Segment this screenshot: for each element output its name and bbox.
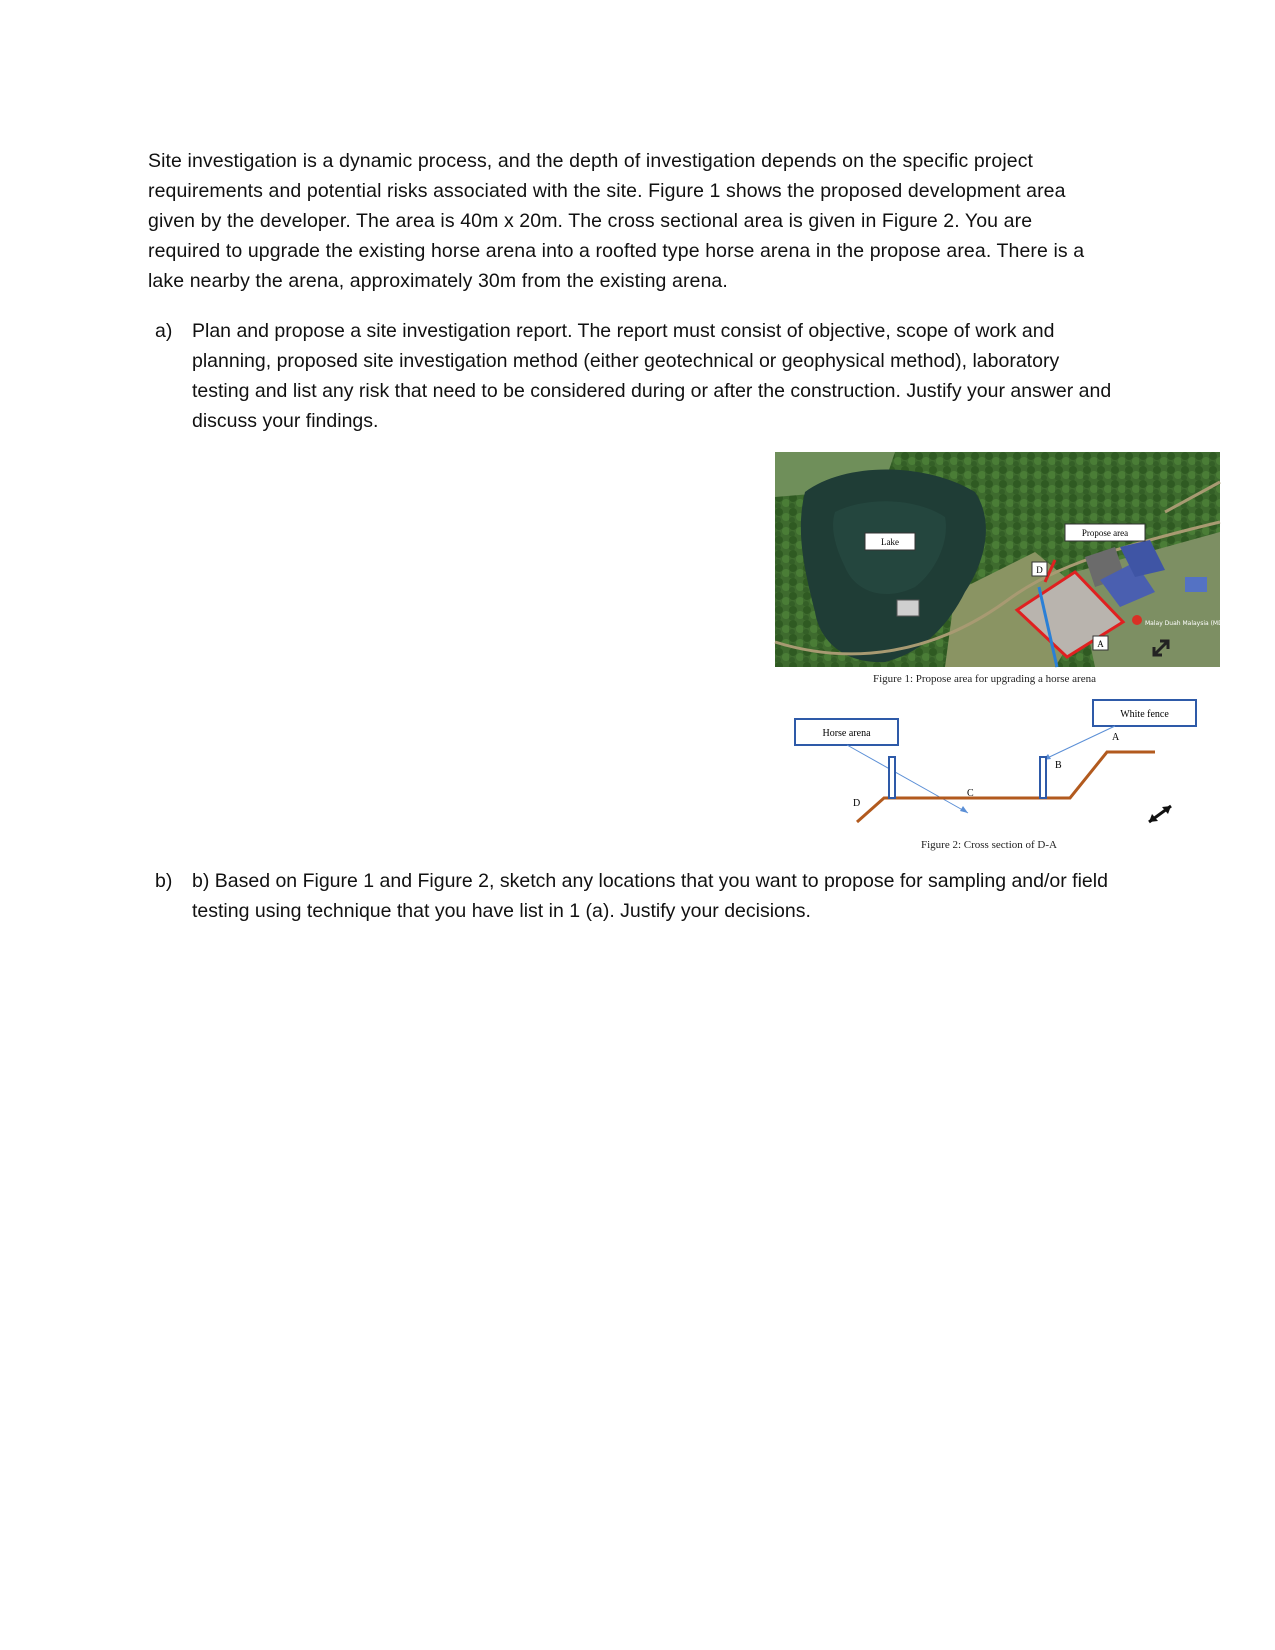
- figure-2-caption: Figure 2: Cross section of D-A: [921, 839, 1057, 851]
- propose-area-label: Propose area: [1081, 528, 1129, 538]
- question-a: [155, 316, 1135, 446]
- question-b-text: b) Based on Figure 1 and Figure 2, sketch any locations that you want to propose for sampling and/or field testing using technique that you have list in 1 (a). Justify your decisions.: [192, 870, 1108, 922]
- question-b-marker: b): [155, 870, 173, 892]
- section-point-b: B: [1055, 760, 1062, 771]
- question-a-marker: a): [155, 320, 173, 342]
- stables-label: Malay Duah Malaysia (MDM) Stables: [1145, 620, 1255, 627]
- figure-1-aerial-map: [775, 452, 1255, 667]
- point-a-label: A: [1097, 639, 1104, 649]
- section-point-a: A: [1112, 732, 1120, 743]
- lake-label: Lake: [881, 537, 899, 547]
- white-fence-label: White fence: [1120, 709, 1169, 720]
- section-point-c: C: [967, 788, 974, 799]
- expand-arrows-icon[interactable]: [1143, 800, 1177, 828]
- section-point-d: D: [853, 798, 861, 809]
- point-d-label: D: [1036, 565, 1043, 575]
- question-a-text: Plan and propose a site investigation report. The report must consist of objective, scope of work and planning, proposed site investigation method (either geotechnical or geophysical method), laboratory testing and list any risk that need to be considered during or after the construction. Justify your answer and discuss your findings.: [192, 320, 1112, 432]
- intro-paragraph: Site investigation is a dynamic process, and the depth of investigation depends on the specific project requirements and potential risks associated with the site. Figure 1 shows the proposed development area given by the developer. The area is 40m x 20m. The cross sectional area is given in Figure 2. You are required to upgrade the existing horse arena into a roofted type horse arena in the propose area. There is a lake nearby the arena, approximately 30m from the existing arena.: [148, 150, 1085, 292]
- figure-1-caption: Figure 1: Propose area for upgrading a horse arena: [873, 673, 1096, 685]
- horse-arena-label: Horse arena: [822, 728, 871, 739]
- question-b: [155, 866, 1135, 936]
